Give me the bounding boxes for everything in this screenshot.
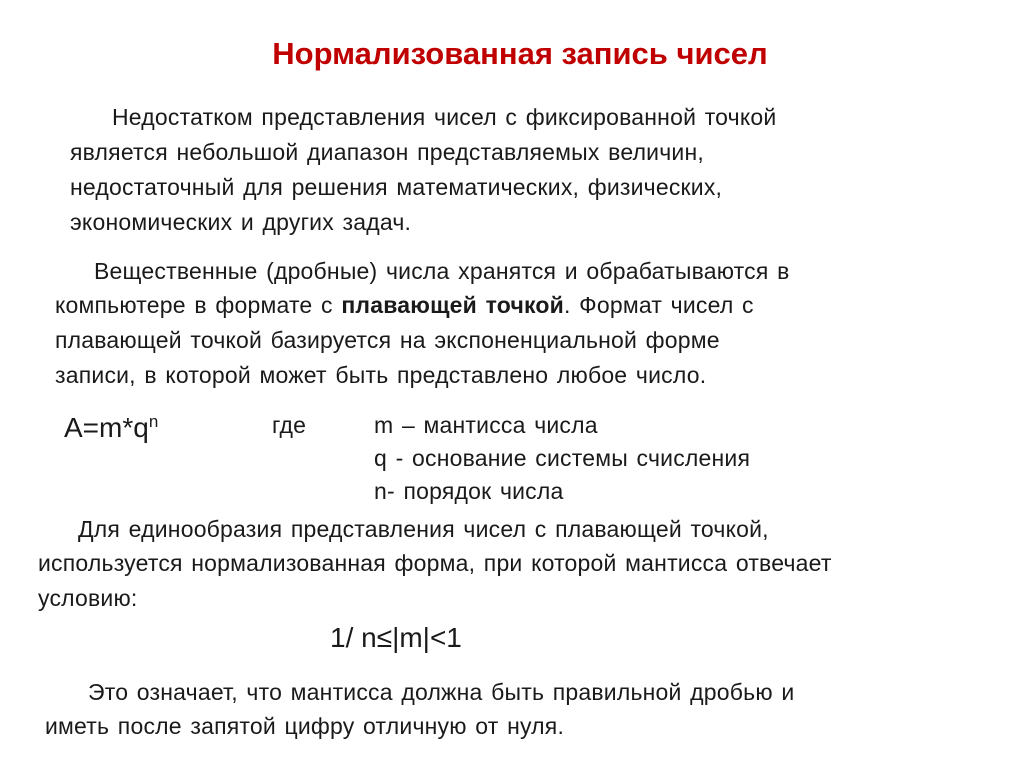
para3-line2: используется нормализованная форма, при которой мантисса отвечает xyxy=(38,550,832,576)
para2-line2-end: . Формат чисел с xyxy=(564,292,754,318)
para1-line1: Недостатком представления чисел с фиксированной точкой xyxy=(112,104,777,130)
para2-line1: Вещественные (дробные) числа хранятся и обрабатываются в xyxy=(94,258,790,284)
para3-line3: условию: xyxy=(38,585,138,611)
formula-base: A=m*q xyxy=(64,412,149,443)
floating-point-term: плавающей точкой xyxy=(341,292,564,318)
para2-line2-start: компьютере в формате с xyxy=(55,292,342,318)
exponential-formula xyxy=(64,412,158,444)
para2-line2 xyxy=(55,292,754,319)
where-label: где xyxy=(272,412,307,438)
formula-exponent: n xyxy=(148,412,159,431)
definition-base: q - основание системы счисления xyxy=(374,445,751,471)
para2-line3: плавающей точкой базируется на экспоненциальной форме xyxy=(55,327,720,353)
definition-exponent: n- порядок числа xyxy=(374,478,564,504)
para2-line4: записи, в которой может быть представлено любое число. xyxy=(55,362,707,388)
para1-line2: является небольшой диапазон представляемых величин, xyxy=(70,139,704,165)
para3-line1: Для единообразия представления чисел с плавающей точкой, xyxy=(78,516,769,542)
slide-title: Нормализованная запись чисел xyxy=(272,36,768,71)
normalization-condition: 1/ n≤|m|<1 xyxy=(330,622,462,653)
para1-line4: экономических и других задач. xyxy=(70,209,412,235)
para4-line1: Это означает, что мантисса должна быть правильной дробью и xyxy=(88,679,795,705)
para4-line2: иметь после запятой цифру отличную от нуля. xyxy=(45,713,565,739)
definition-mantissa: m – мантисса числа xyxy=(374,412,598,438)
para1-line3: недостаточный для решения математических, физических, xyxy=(70,174,723,200)
